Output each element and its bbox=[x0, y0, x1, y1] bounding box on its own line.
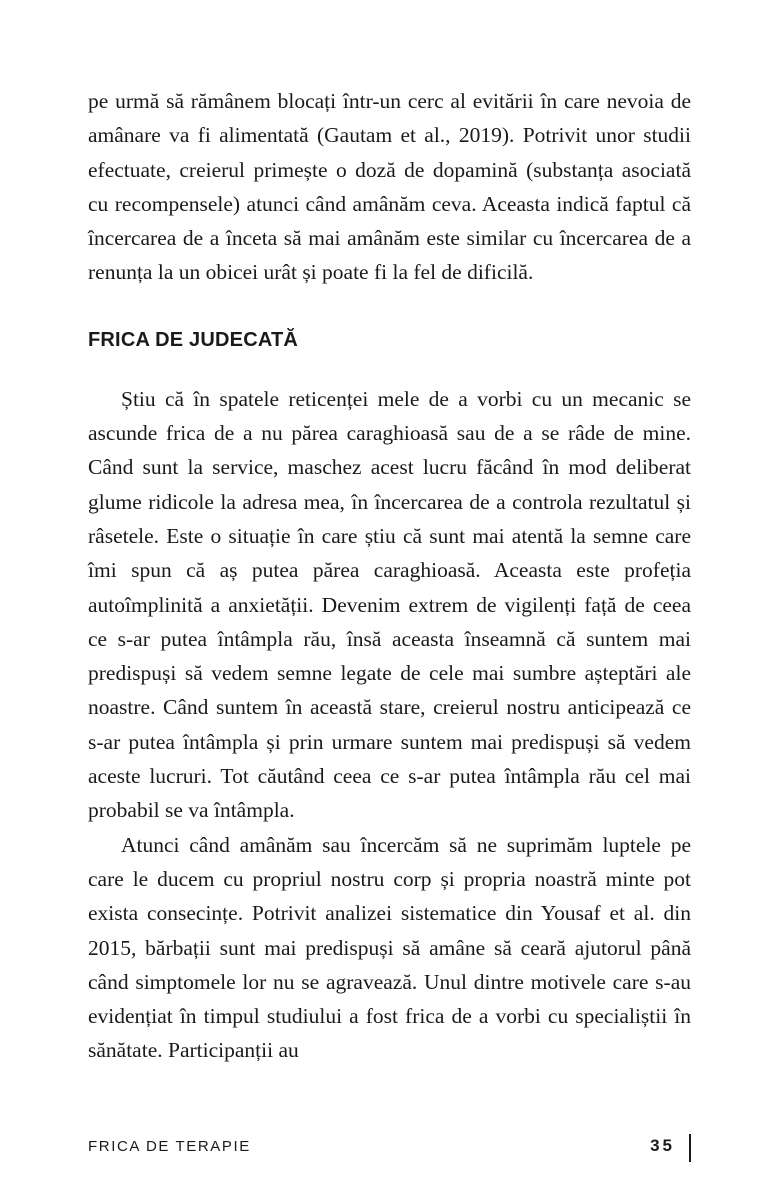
body-paragraph-3: Atunci când amânăm sau încercăm să ne suprimăm luptele pe care le ducem cu propriul nostru corp și propria noastră minte pot exista consecințe. Potrivit analizei sistematice din Yousaf et al. din 2015, bărbații sunt mai predispuși să amâne să ceară ajutorul până când simptomele lor nu se agravează. Unul dintre motivele care s-au evidențiat în timpul studiului a fost frica de a vorbi cu specialiștii în sănătate. Participanții au bbox=[88, 832, 691, 1063]
page-number: 35 bbox=[650, 1136, 675, 1155]
page-footer bbox=[88, 1134, 691, 1164]
running-head: FRICA DE TERAPIE bbox=[88, 1138, 251, 1155]
body-paragraph-1: pe urmă să rămânem blocați într-un cerc al evitării în care nevoia de amânare va fi alimentată (Gautam et al., 2019). Potrivit unor studii efectuate, creierul primește o doză de dopamină (substanța asociată cu recompensele) atunci când amânăm ceva. Aceasta indică faptul că încercarea de a înceta să mai amânăm este similar cu încercarea de a renunța la un obicei urât și poate fi la fel de dificilă. bbox=[88, 89, 691, 285]
page-number-rule bbox=[689, 1134, 691, 1162]
section-heading: FRICA DE JUDECATĂ bbox=[88, 328, 299, 351]
body-paragraph-2: Știu că în spatele reticenței mele de a vorbi cu un mecanic se ascunde frica de a nu părea caraghioasă sau de a se râde de mine. Când sunt la service, maschez acest lucru făcând în mod deliberat glume ridicole la adresa mea, în încercarea de a controla rezultatul și râsetele. Este o situație în care știu că sunt mai atentă la semne care îmi spun că aș putea părea caraghioasă. Aceasta este profeția autoîmplinită a anxietății. Devenim extrem de vigilenți față de ceea ce s-ar putea întâmpla rău, însă aceasta înseamnă că suntem mai predispuși să vedem semne legate de cele mai sumbre așteptări ale noastre. Când suntem în această stare, creierul nostru anticipează ce s-ar putea întâmpla și prin urmare suntem mai predispuși să vedem aceste lucruri. Tot căutând ceea ce s-ar putea întâmpla rău cel mai probabil se va întâmpla. bbox=[88, 386, 691, 823]
page-body bbox=[88, 84, 691, 1068]
